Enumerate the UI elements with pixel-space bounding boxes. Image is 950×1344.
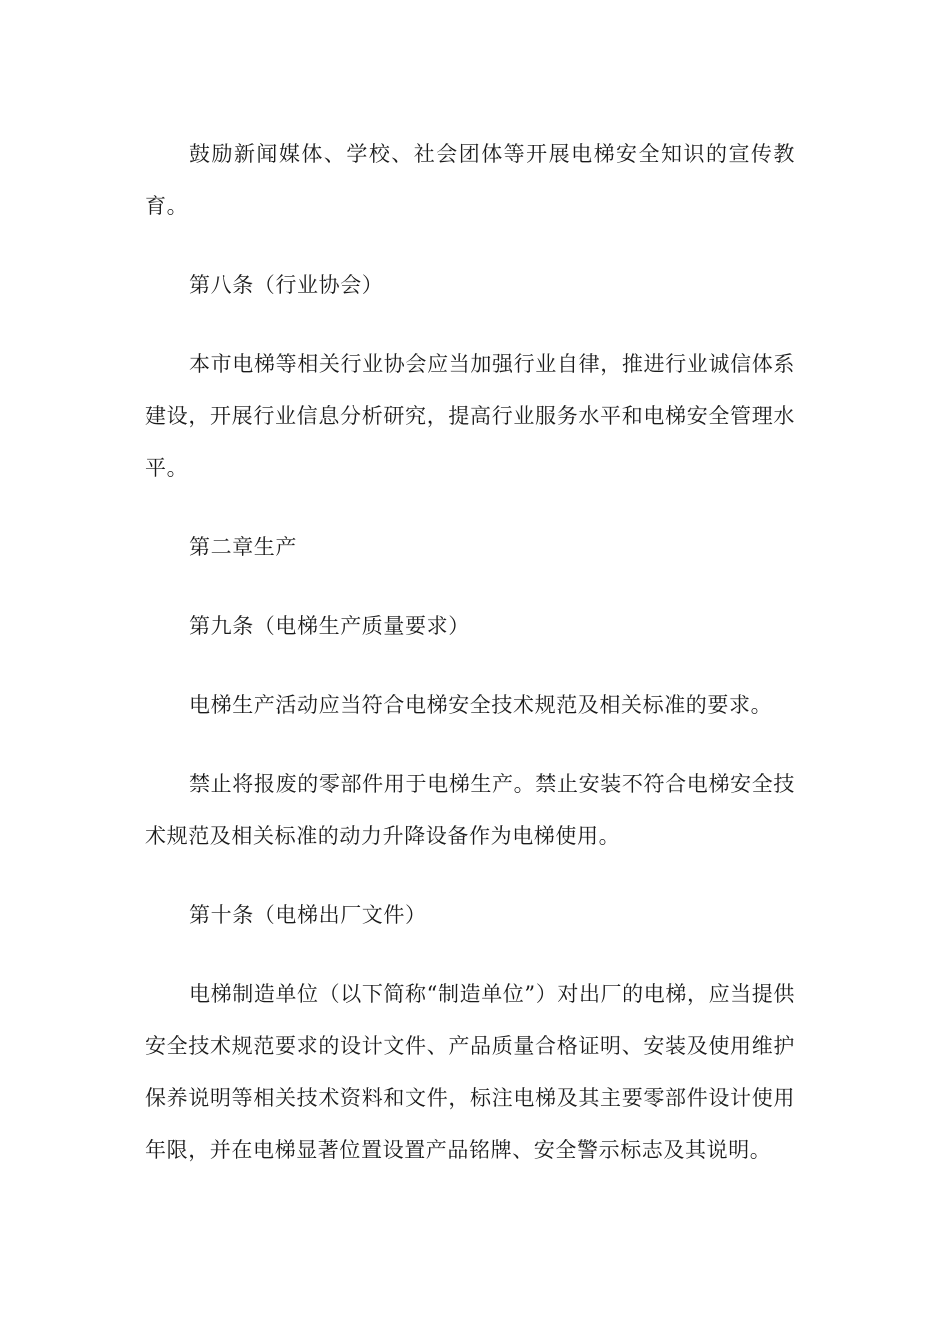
document-body — [145, 128, 795, 1203]
article-10-heading: 第十条（电梯出厂文件） — [189, 903, 427, 927]
paragraph-prohibitions: 禁止将报废的零部件用于电梯生产。禁止安装不符合电梯安全技术规范及相关标准的动力升降设备作为电梯使用。 — [145, 772, 795, 848]
paragraph-industry-association: 本市电梯等相关行业协会应当加强行业自律，推进行业诚信体系建设，开展行业信息分析研究，提高行业服务水平和电梯安全管理水平。 — [145, 352, 795, 480]
paragraph-publicity-education: 鼓励新闻媒体、学校、社会团体等开展电梯安全知识的宣传教育。 — [145, 142, 795, 218]
article-9-heading: 第九条（电梯生产质量要求） — [189, 614, 470, 638]
paragraph-factory-documents: 电梯制造单位（以下简称“制造单位”）对出厂的电梯，应当提供安全技术规范要求的设计文件、产品质量合格证明、安装及使用维护保养说明等相关技术资料和文件，标注电梯及其主要零部件设计使用年限，并在电梯显著位置设置产品铭牌、安全警示标志及其说明。 — [145, 982, 795, 1162]
paragraph-production-requirements: 电梯生产活动应当符合电梯安全技术规范及相关标准的要求。 — [189, 693, 773, 717]
article-8-heading: 第八条（行业协会） — [189, 273, 384, 297]
chapter-2-heading: 第二章生产 — [189, 535, 297, 559]
